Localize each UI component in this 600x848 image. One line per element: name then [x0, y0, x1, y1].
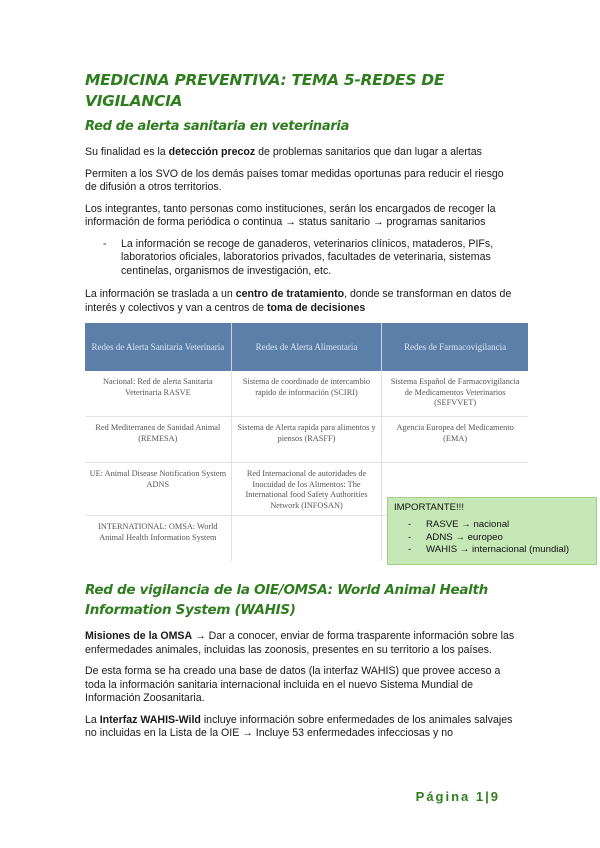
table-row [85, 371, 528, 417]
table-cell [231, 516, 382, 562]
table-header-veterinaria: Redes de Alerta Sanitaria Veterinaria [85, 323, 231, 371]
note-list [408, 519, 590, 557]
bullet-list [103, 238, 515, 279]
page-title: MEDICINA PREVENTIVA: TEMA 5-REDES DE VIGILANCIA [85, 71, 445, 110]
table-cell: Red Internacional de autoridades de Inocuidad de los Alimentos: The International food Safety Authorities Network (INFOSAN) [231, 463, 382, 516]
section-heading-alerta: Red de alerta sanitaria en veterinaria [85, 119, 350, 134]
note-item: - ADNS → europeo [408, 532, 590, 545]
paragraph-finalidad: Su finalidad es la detección precoz de problemas sanitarios que dan lugar a alertas [85, 146, 482, 158]
table-cell: Nacional: Red de alerta Sanitaria Veterinaria RASVE [85, 371, 231, 417]
table-cell: Red Mediterranea de Sanidad Animal (REMESA) [85, 417, 231, 463]
paragraph-traslada: La información se traslada a un centro de tratamiento, donde se transforman en datos de interés y colectivos y van a centros de toma de decisiones [85, 288, 512, 314]
section-heading-wahis: Red de vigilancia de la OIE/OMSA: World Animal Health Information System (WAHIS) [85, 582, 488, 618]
paragraph-wahis-wild: La Interfaz WAHIS-Wild incluye información sobre enfermedades de los animales salvajes no incluidas en la Lista de la OIE → Incluye 53 enfermedades infecciosas y no [85, 713, 513, 739]
list-item: - La información se recoge de ganaderos, veterinarios clínicos, mataderos, PIFs, laboratorios oficiales, laboratorios privados, facultades de veterinaria, sistemas centinelas, organismos de investigación, etc. [103, 238, 515, 279]
table-header-alimentaria: Redes de Alerta Alimentaria [231, 323, 382, 371]
table-cell: Sistema de Alerta rapida para alimentos y piensos (RASFF) [231, 417, 382, 463]
note-item: - RASVE → nacional [408, 519, 590, 532]
table-cell: Sistema de coordinado de intercambio rapido de información (SCIRI) [231, 371, 382, 417]
paragraph-misiones: Misiones de la OMSA → Dar a conocer, enviar de forma trasparente información sobre las enfermedades animales, incluidas las zoonosis, presentes en su territorio a los países. [85, 630, 515, 656]
page-content [85, 70, 520, 561]
important-note-box [387, 497, 597, 565]
page-number: Página 1|9 [415, 789, 500, 804]
table-cell: UE: Animal Disease Notification System ADNS [85, 463, 231, 516]
paragraph-integrantes: Los integrantes, tanto personas como instituciones, serán los encargados de recoger la información de forma periódica o continua → status sanitario → programas sanitarios [85, 202, 496, 228]
paragraph-base-datos: De esta forma se ha creado una base de datos (la interfaz WAHIS) que provee acceso a toda la información sanitaria internacional incluida en el nuevo Sistema Mundial de Información Zoosanitaria. [85, 665, 501, 704]
table-header-farmacovigilancia: Redes de Farmacovigilancia [382, 323, 528, 371]
page-content-lower [85, 580, 515, 749]
note-item: - WAHIS → internacional (mundial) [408, 544, 590, 557]
table-cell: INTERNATIONAL: OMSA: World Animal Health Information System [85, 516, 231, 562]
table-cell: Agencia Europea del Medicamento (EMA) [382, 417, 528, 463]
note-title: IMPORTANTE!!! [394, 502, 465, 513]
paragraph-permiten: Permiten a los SVO de los demás países tomar medidas oportunas para reducir el riesgo de difusión a otros territorios. [85, 167, 504, 193]
table-cell: Sistema Español de Farmacovigilancia de Medicamentos Veterinarios (SEFVVET) [382, 371, 528, 417]
table-row [85, 417, 528, 463]
